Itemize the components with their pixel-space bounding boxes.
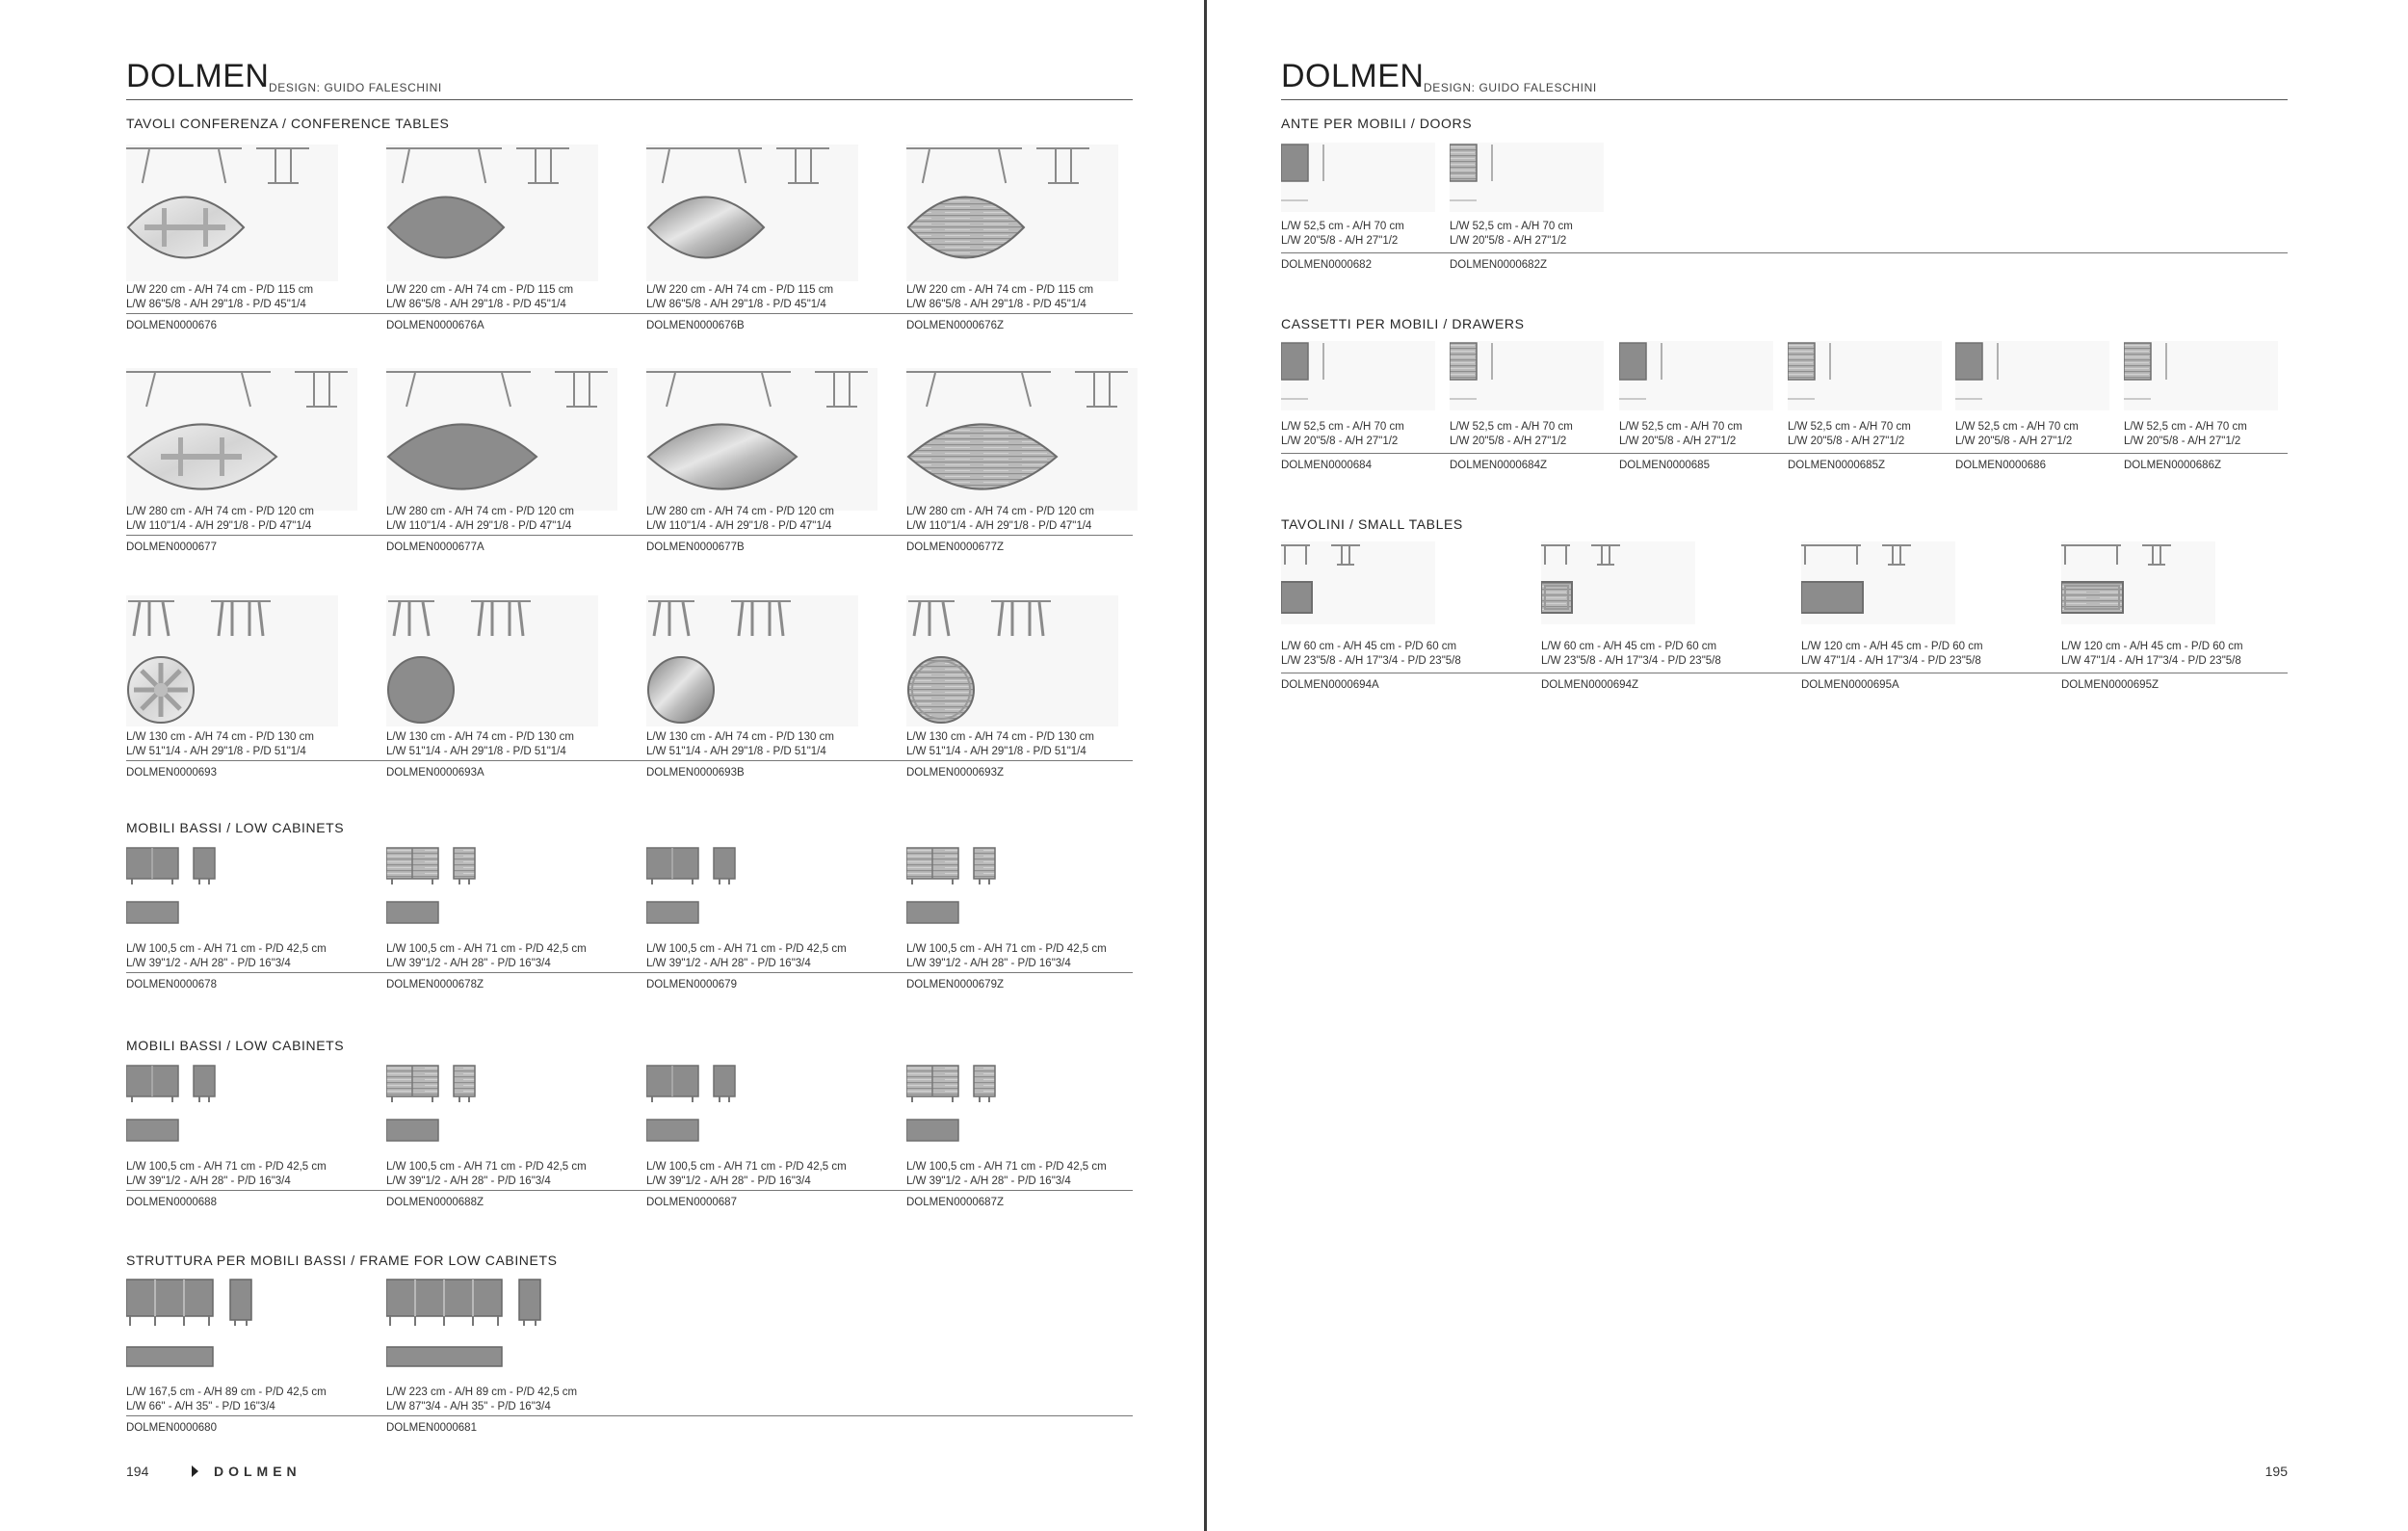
section-title: ANTE PER MOBILI / DOORS: [1281, 116, 1473, 131]
section-divider: [126, 972, 1133, 973]
product-dimensions: [126, 1386, 327, 1414]
product-drawing: [646, 846, 858, 927]
product-thumbnail: [646, 846, 858, 932]
product-thumbnail: [906, 368, 1138, 515]
product-code: DOLMEN0000688Z: [386, 1197, 484, 1208]
product-code: DOLMEN0000695Z: [2061, 679, 2159, 691]
dimensions-imperial: L/W 20"5/8 - A/H 27"1/2: [1619, 436, 1737, 447]
product-dimensions: [126, 283, 313, 312]
product-code: DOLMEN0000677: [126, 541, 217, 553]
product-drawing: [906, 145, 1118, 281]
product-dimensions: [1450, 420, 1573, 449]
section-divider: [126, 535, 1133, 536]
triangle-arrow-icon: [192, 1465, 198, 1477]
product-dimensions: [386, 1386, 577, 1414]
dimensions-metric: L/W 60 cm - A/H 45 cm - P/D 60 cm: [1281, 641, 1457, 652]
product-thumbnail: [126, 1064, 338, 1149]
product-thumbnail: [386, 595, 598, 731]
product-code: DOLMEN0000694A: [1281, 679, 1379, 691]
section-divider: [1281, 453, 2288, 454]
page-header: [126, 56, 1133, 100]
product-dimensions: [1955, 420, 2079, 449]
product-drawing: [646, 368, 877, 511]
product-drawing: [1541, 541, 1753, 626]
dimensions-imperial: L/W 20"5/8 - A/H 27"1/2: [1955, 436, 2073, 447]
product-code: DOLMEN0000695A: [1801, 679, 1899, 691]
product-dimensions: [386, 1160, 587, 1189]
dimensions-metric: L/W 52,5 cm - A/H 70 cm: [1450, 221, 1573, 232]
product-dimensions: [906, 730, 1094, 759]
dimensions-imperial: L/W 51"1/4 - A/H 29"1/8 - P/D 51"1/4: [906, 746, 1086, 757]
dimensions-imperial: L/W 51"1/4 - A/H 29"1/8 - P/D 51"1/4: [386, 746, 566, 757]
dimensions-metric: L/W 220 cm - A/H 74 cm - P/D 115 cm: [906, 284, 1094, 296]
product-code: DOLMEN0000680: [126, 1422, 217, 1434]
dimensions-metric: L/W 52,5 cm - A/H 70 cm: [1450, 421, 1573, 433]
dimensions-imperial: L/W 66" - A/H 35" - P/D 16"3/4: [126, 1401, 275, 1412]
product-drawing: [126, 145, 338, 281]
product-drawing: [2061, 541, 2273, 626]
product-dimensions: [386, 505, 574, 534]
product-code: DOLMEN0000676: [126, 320, 217, 331]
dimensions-imperial: L/W 47"1/4 - A/H 17"3/4 - P/D 23"5/8: [2061, 655, 2241, 667]
dimensions-metric: L/W 120 cm - A/H 45 cm - P/D 60 cm: [2061, 641, 2243, 652]
product-drawing: [126, 1064, 338, 1145]
product-dimensions: [906, 942, 1107, 971]
product-drawing: [126, 846, 338, 927]
dimensions-imperial: L/W 87"3/4 - A/H 35" - P/D 16"3/4: [386, 1401, 551, 1412]
product-thumbnail: [126, 368, 357, 515]
product-code: DOLMEN0000684Z: [1450, 460, 1547, 471]
product-code: DOLMEN0000676B: [646, 320, 745, 331]
product-drawing: [386, 1278, 598, 1374]
dimensions-imperial: L/W 51"1/4 - A/H 29"1/8 - P/D 51"1/4: [646, 746, 826, 757]
product-code: DOLMEN0000678: [126, 979, 217, 990]
dimensions-imperial: L/W 110"1/4 - A/H 29"1/8 - P/D 47"1/4: [646, 520, 832, 532]
page-footer: [126, 1464, 301, 1479]
dimensions-metric: L/W 220 cm - A/H 74 cm - P/D 115 cm: [386, 284, 574, 296]
dimensions-metric: L/W 52,5 cm - A/H 70 cm: [1788, 421, 1911, 433]
product-thumbnail: [906, 595, 1118, 731]
product-code: DOLMEN0000684: [1281, 460, 1372, 471]
dimensions-metric: L/W 220 cm - A/H 74 cm - P/D 115 cm: [126, 284, 314, 296]
product-code: DOLMEN0000688: [126, 1197, 217, 1208]
product-code: DOLMEN0000693A: [386, 767, 484, 779]
dimensions-imperial: L/W 39"1/2 - A/H 28" - P/D 16"3/4: [386, 1175, 551, 1187]
dimensions-imperial: L/W 86"5/8 - A/H 29"1/8 - P/D 45"1/4: [126, 299, 306, 310]
product-dimensions: [1281, 420, 1404, 449]
product-drawing: [1801, 541, 2013, 626]
page-header: [1281, 56, 2288, 100]
product-code: DOLMEN0000685Z: [1788, 460, 1885, 471]
dimensions-metric: L/W 167,5 cm - A/H 89 cm - P/D 42,5 cm: [126, 1386, 327, 1398]
dimensions-metric: L/W 100,5 cm - A/H 71 cm - P/D 42,5 cm: [386, 1161, 587, 1173]
dimensions-metric: L/W 60 cm - A/H 45 cm - P/D 60 cm: [1541, 641, 1717, 652]
product-thumbnail: [126, 595, 338, 731]
section-title: MOBILI BASSI / LOW CABINETS: [126, 820, 345, 835]
section-divider: [126, 760, 1133, 761]
section-title: STRUTTURA PER MOBILI BASSI / FRAME FOR LOW CABINETS: [126, 1253, 558, 1268]
dimensions-imperial: L/W 20"5/8 - A/H 27"1/2: [1281, 235, 1399, 247]
product-section: [126, 1253, 1133, 1441]
dimensions-imperial: L/W 23"5/8 - A/H 17"3/4 - P/D 23"5/8: [1541, 655, 1721, 667]
product-thumbnail: [1281, 541, 1493, 631]
product-thumbnail: [2061, 541, 2273, 631]
product-code: DOLMEN0000694Z: [1541, 679, 1638, 691]
product-drawing: [386, 1064, 598, 1145]
dimensions-imperial: L/W 51"1/4 - A/H 29"1/8 - P/D 51"1/4: [126, 746, 306, 757]
dimensions-imperial: L/W 39"1/2 - A/H 28" - P/D 16"3/4: [386, 958, 551, 969]
product-dimensions: [1281, 640, 1461, 669]
collection-title: DOLMEN: [1281, 58, 1425, 94]
product-drawing: [126, 368, 357, 511]
product-drawing: [906, 368, 1138, 511]
dimensions-imperial: L/W 20"5/8 - A/H 27"1/2: [1450, 235, 1567, 247]
dimensions-metric: L/W 100,5 cm - A/H 71 cm - P/D 42,5 cm: [386, 943, 587, 955]
dimensions-metric: L/W 120 cm - A/H 45 cm - P/D 60 cm: [1801, 641, 1983, 652]
product-thumbnail: [646, 368, 877, 515]
product-dimensions: [1619, 420, 1742, 449]
product-dimensions: [126, 942, 327, 971]
product-dimensions: [906, 283, 1093, 312]
dimensions-metric: L/W 100,5 cm - A/H 71 cm - P/D 42,5 cm: [126, 943, 327, 955]
product-thumbnail: [1450, 143, 1662, 226]
product-code: DOLMEN0000676A: [386, 320, 484, 331]
product-thumbnail: [906, 846, 1118, 932]
dimensions-metric: L/W 52,5 cm - A/H 70 cm: [1955, 421, 2079, 433]
product-dimensions: [126, 1160, 327, 1189]
section-title: MOBILI BASSI / LOW CABINETS: [126, 1038, 345, 1053]
product-section: [1281, 316, 2288, 479]
product-dimensions: [386, 942, 587, 971]
product-thumbnail: [126, 1278, 338, 1379]
product-code: DOLMEN0000677B: [646, 541, 745, 553]
dimensions-metric: L/W 100,5 cm - A/H 71 cm - P/D 42,5 cm: [646, 1161, 847, 1173]
collection-title: DOLMEN: [126, 58, 270, 94]
product-drawing: [126, 595, 338, 726]
dimensions-metric: L/W 130 cm - A/H 74 cm - P/D 130 cm: [646, 731, 834, 743]
product-code: DOLMEN0000679Z: [906, 979, 1004, 990]
dimensions-imperial: L/W 20"5/8 - A/H 27"1/2: [2124, 436, 2241, 447]
dimensions-imperial: L/W 39"1/2 - A/H 28" - P/D 16"3/4: [906, 1175, 1071, 1187]
product-thumbnail: [386, 368, 617, 515]
product-code: DOLMEN0000685: [1619, 460, 1710, 471]
dimensions-imperial: L/W 20"5/8 - A/H 27"1/2: [1788, 436, 1905, 447]
product-dimensions: [646, 1160, 847, 1189]
dimensions-metric: L/W 52,5 cm - A/H 70 cm: [1281, 421, 1404, 433]
product-dimensions: [646, 730, 834, 759]
product-code: DOLMEN0000678Z: [386, 979, 484, 990]
section-title: TAVOLI CONFERENZA / CONFERENCE TABLES: [126, 116, 450, 131]
product-thumbnail: [126, 846, 338, 932]
section-divider: [126, 313, 1133, 314]
section-divider: [126, 1190, 1133, 1191]
designer-credit: DESIGN: GUIDO FALESCHINI: [1424, 81, 1597, 94]
product-dimensions: [386, 283, 573, 312]
product-section: [1281, 116, 2288, 278]
product-drawing: [646, 1064, 858, 1145]
product-dimensions: [646, 942, 847, 971]
product-thumbnail: [646, 145, 858, 286]
footer-collection-label: DOLMEN: [214, 1464, 301, 1479]
product-section: [1281, 516, 2288, 699]
dimensions-metric: L/W 130 cm - A/H 74 cm - P/D 130 cm: [906, 731, 1094, 743]
dimensions-imperial: L/W 23"5/8 - A/H 17"3/4 - P/D 23"5/8: [1281, 655, 1461, 667]
dimensions-metric: L/W 100,5 cm - A/H 71 cm - P/D 42,5 cm: [126, 1161, 327, 1173]
product-thumbnail: [646, 595, 858, 731]
product-drawing: [646, 145, 858, 281]
product-dimensions: [386, 730, 574, 759]
product-code: DOLMEN0000682: [1281, 259, 1372, 271]
product-dimensions: [1541, 640, 1721, 669]
dimensions-imperial: L/W 20"5/8 - A/H 27"1/2: [1281, 436, 1399, 447]
product-code: DOLMEN0000677A: [386, 541, 484, 553]
section-divider: [1281, 252, 2288, 253]
product-code: DOLMEN0000686: [1955, 460, 2046, 471]
product-thumbnail: [906, 1064, 1118, 1149]
dimensions-imperial: L/W 110"1/4 - A/H 29"1/8 - P/D 47"1/4: [386, 520, 572, 532]
product-dimensions: [906, 505, 1094, 534]
product-dimensions: [646, 505, 834, 534]
section-title: CASSETTI PER MOBILI / DRAWERS: [1281, 316, 1525, 331]
product-code: DOLMEN0000681: [386, 1422, 477, 1434]
product-code: DOLMEN0000677Z: [906, 541, 1004, 553]
product-thumbnail: [646, 1064, 858, 1149]
dimensions-imperial: L/W 39"1/2 - A/H 28" - P/D 16"3/4: [126, 958, 291, 969]
dimensions-imperial: L/W 86"5/8 - A/H 29"1/8 - P/D 45"1/4: [646, 299, 826, 310]
product-drawing: [1450, 143, 1662, 222]
dimensions-metric: L/W 280 cm - A/H 74 cm - P/D 120 cm: [386, 506, 574, 517]
product-code: DOLMEN0000679: [646, 979, 737, 990]
product-dimensions: [2124, 420, 2247, 449]
dimensions-imperial: L/W 110"1/4 - A/H 29"1/8 - P/D 47"1/4: [906, 520, 1092, 532]
dimensions-metric: L/W 280 cm - A/H 74 cm - P/D 120 cm: [646, 506, 834, 517]
product-drawing: [386, 368, 617, 511]
product-thumbnail: [386, 846, 598, 932]
dimensions-metric: L/W 220 cm - A/H 74 cm - P/D 115 cm: [646, 284, 834, 296]
product-dimensions: [126, 505, 314, 534]
product-thumbnail: [386, 1278, 598, 1379]
dimensions-metric: L/W 223 cm - A/H 89 cm - P/D 42,5 cm: [386, 1386, 578, 1398]
dimensions-metric: L/W 100,5 cm - A/H 71 cm - P/D 42,5 cm: [906, 943, 1107, 955]
product-dimensions: [1450, 220, 1573, 249]
catalog-page-left: [126, 0, 1133, 1531]
product-code: DOLMEN0000693B: [646, 767, 745, 779]
catalog-page-right: [1281, 0, 2288, 1531]
product-drawing: [906, 846, 1118, 927]
product-drawing: [386, 846, 598, 927]
dimensions-metric: L/W 100,5 cm - A/H 71 cm - P/D 42,5 cm: [906, 1161, 1107, 1173]
product-dimensions: [1281, 220, 1404, 249]
dimensions-imperial: L/W 20"5/8 - A/H 27"1/2: [1450, 436, 1567, 447]
product-code: DOLMEN0000687Z: [906, 1197, 1004, 1208]
dimensions-metric: L/W 130 cm - A/H 74 cm - P/D 130 cm: [386, 731, 574, 743]
dimensions-metric: L/W 52,5 cm - A/H 70 cm: [1619, 421, 1742, 433]
book-spine: [1204, 0, 1207, 1531]
product-thumbnail: [906, 145, 1118, 286]
product-drawing: [126, 1278, 338, 1374]
dimensions-metric: L/W 280 cm - A/H 74 cm - P/D 120 cm: [906, 506, 1094, 517]
product-code: DOLMEN0000693Z: [906, 767, 1004, 779]
product-section: [126, 347, 1133, 561]
product-drawing: [906, 595, 1118, 726]
dimensions-imperial: L/W 39"1/2 - A/H 28" - P/D 16"3/4: [646, 1175, 811, 1187]
page-number: 194: [126, 1464, 149, 1479]
product-dimensions: [646, 283, 833, 312]
product-dimensions: [2061, 640, 2243, 669]
product-section: [126, 116, 1133, 339]
product-thumbnail: [386, 145, 598, 286]
dimensions-imperial: L/W 47"1/4 - A/H 17"3/4 - P/D 23"5/8: [1801, 655, 1981, 667]
product-dimensions: [906, 1160, 1107, 1189]
product-thumbnail: [386, 1064, 598, 1149]
product-drawing: [906, 1064, 1118, 1145]
dimensions-imperial: L/W 110"1/4 - A/H 29"1/8 - P/D 47"1/4: [126, 520, 312, 532]
dimensions-imperial: L/W 86"5/8 - A/H 29"1/8 - P/D 45"1/4: [386, 299, 566, 310]
dimensions-metric: L/W 100,5 cm - A/H 71 cm - P/D 42,5 cm: [646, 943, 847, 955]
designer-credit: DESIGN: GUIDO FALESCHINI: [269, 81, 442, 94]
product-thumbnail: [2124, 341, 2336, 425]
dimensions-imperial: L/W 39"1/2 - A/H 28" - P/D 16"3/4: [646, 958, 811, 969]
dimensions-metric: L/W 52,5 cm - A/H 70 cm: [2124, 421, 2247, 433]
product-section: [126, 820, 1133, 998]
product-dimensions: [1801, 640, 1983, 669]
product-section: [126, 1038, 1133, 1216]
product-code: DOLMEN0000676Z: [906, 320, 1004, 331]
product-drawing: [386, 595, 598, 726]
product-dimensions: [1788, 420, 1911, 449]
dimensions-imperial: L/W 39"1/2 - A/H 28" - P/D 16"3/4: [126, 1175, 291, 1187]
page-number: 195: [2264, 1464, 2288, 1479]
section-title: TAVOLINI / SMALL TABLES: [1281, 516, 1463, 532]
section-divider: [126, 1415, 1133, 1416]
product-thumbnail: [1541, 541, 1753, 631]
product-code: DOLMEN0000682Z: [1450, 259, 1547, 271]
dimensions-metric: L/W 130 cm - A/H 74 cm - P/D 130 cm: [126, 731, 314, 743]
dimensions-metric: L/W 52,5 cm - A/H 70 cm: [1281, 221, 1404, 232]
product-drawing: [2124, 341, 2336, 420]
dimensions-imperial: L/W 39"1/2 - A/H 28" - P/D 16"3/4: [906, 958, 1071, 969]
product-code: DOLMEN0000686Z: [2124, 460, 2221, 471]
product-code: DOLMEN0000693: [126, 767, 217, 779]
product-drawing: [646, 595, 858, 726]
product-thumbnail: [126, 145, 338, 286]
product-code: DOLMEN0000687: [646, 1197, 737, 1208]
product-drawing: [386, 145, 598, 281]
product-thumbnail: [1801, 541, 2013, 631]
product-dimensions: [126, 730, 314, 759]
dimensions-metric: L/W 280 cm - A/H 74 cm - P/D 120 cm: [126, 506, 314, 517]
product-section: [126, 568, 1133, 786]
dimensions-imperial: L/W 86"5/8 - A/H 29"1/8 - P/D 45"1/4: [906, 299, 1086, 310]
product-drawing: [1281, 541, 1493, 626]
